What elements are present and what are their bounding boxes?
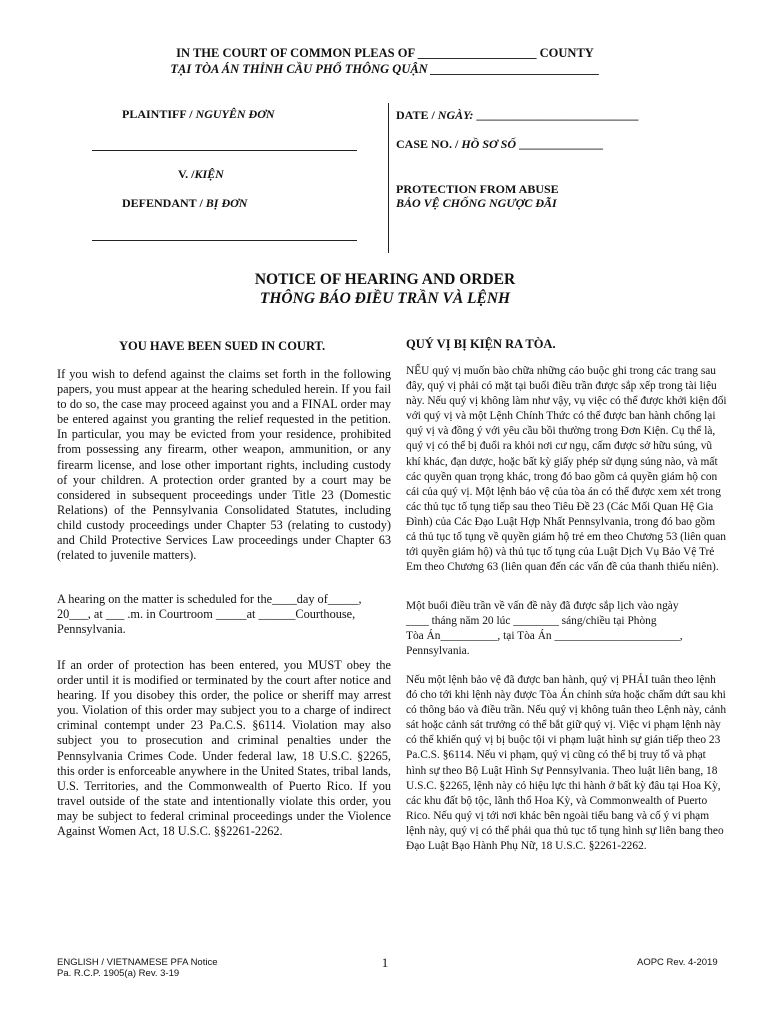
vietnamese-hearing-paragraph: Một buổi điều trần về vấn đề này đã được sắp lịch vào ngày ____ tháng năm 20 lúc ________ sáng/chiều tại Phòng Tòa Án__________, tại Tòa Án ______________________, Pennsylvania. <box>406 600 683 658</box>
case-number-field: CASE NO. / HỒ SƠ SỐ ______________ <box>396 137 604 151</box>
footer-right: AOPC Rev. 4-2019 <box>637 957 718 968</box>
defendant-line <box>92 240 357 241</box>
vietnamese-paragraph-3: Nếu một lệnh bảo vệ đã được ban hành, quý vị PHẢI tuân theo lệnh đó cho tới khi lệnh này được Tòa Án chỉnh sửa hoặc chấm dứt sau khi có thông báo và điều trần. Nếu quý vị không tuân theo Lệnh này, cảnh sát hoặc cảnh sát trưởng có thể bắt giữ quý vị. Việc vi phạm lệnh này có thể khiến quý vị bị buộc tội vi phạm luật hình sự gián tiếp theo 23 Pa.C.S. §6114. Nếu vi phạm, quý vị cũng có thể bị truy tố và phạt hình sự theo Bộ Luật Hình Sự Pennsylvania. Theo luật liên bang, 18 U.S.C. §2265, lệnh này có hiệu lực thi hành ở bất kỳ đâu tại Hoa Kỳ, các khu đất bộ tộc, lãnh thổ Hoa Kỳ, và Commonwealth of Puerto Rico. Nếu quý vị tới nơi khác bên ngoài tiểu bang và cố ý vi phạm lệnh này, quý vị có thể phải qua thủ tục tố tụng hình sự liên bang theo Đạo Luật Bạo Hành Phụ Nữ, 18 U.S.C. §2261-2262. <box>406 674 727 853</box>
plaintiff-label: PLAINTIFF / NGUYÊN ĐƠN <box>122 107 275 121</box>
pfa-label: PROTECTION FROM ABUSE <box>396 182 559 196</box>
english-paragraph-1: If you wish to defend against the claims set forth in the following papers, you must appear at the hearing scheduled herein. If you fail to do so, the case may proceed against you and a FINAL order may be entered against you granting the relief requested in the petition. In particular, you may be evicted from your residence, prohibited from possessing any firearm, other weapon, ammunition, or any firearm license, and lose other important rights, including custody of your children. A protection order granted by a court may be considered in subsequent proceedings under Title 23 (Domestic Relations) of the Pennsylvania Consolidated Statutes, including child custody proceedings under Chapter 53 (relating to custody) and Child Protective Services Law proceedings under Chapter 63 (related to juvenile matters). <box>57 367 391 563</box>
plaintiff-line <box>92 150 357 151</box>
english-heading: YOU HAVE BEEN SUED IN COURT. <box>119 339 326 353</box>
vietnamese-paragraph-1: NẾU quý vị muốn bào chữa những cáo buộc ghi trong các trang sau đây, quý vị phải có mặt tại buổi điều trần được sắp xếp trong tài liệu này. Nếu quý vị không làm như vậy, vụ việc có thể được khởi kiện đối với quý vị và một Lệnh Chính Thức có thể được ban hành chống lại quý vị và đồng ý với yêu cầu bồi thường trong Đơn Kiện. Cụ thể là, quý vị có thể bị đuổi ra khỏi nơi cư ngụ, cấm được sở hữu súng, vũ khí khác, đạn dược, hoặc bất kỳ giấy phép sử dụng súng nào, và mất các quyền quan trọng khác, trong đó bao gồm cả quyền giám hộ con cái của quý vị. Một lệnh bảo vệ của tòa án có thể được xem xét trong các thủ tục tố tụng tiếp sau theo Tiêu Đề 23 (Các Mối Quan Hệ Gia Đình) của Các Đạo Luật Hợp Nhất Pennsylvania, trong đó bao gồm cả thủ tục tố tụng về quyền giám hộ trẻ em theo Chương 53 (liên quan tới quyền giám hộ) và thủ tục tố tụng của Luật Dịch Vụ Bảo Vệ Trẻ Em theo Chương 63 (liên quan đến các vấn đề của thanh thiếu niên). <box>406 365 727 574</box>
footer-left: ENGLISH / VIETNAMESE PFA Notice Pa. R.C.P. 1905(a) Rev. 3-19 <box>57 957 218 979</box>
page-title-vietnamese: THÔNG BÁO ĐIỀU TRẦN VÀ LỆNH <box>259 290 511 307</box>
page-title: NOTICE OF HEARING AND ORDER <box>254 271 516 288</box>
english-hearing-paragraph: A hearing on the matter is scheduled for the____day of_____, 20___, at ___ .m. in Courtroom _____at ______Courthouse, Pennsylvania. <box>57 592 362 637</box>
page-number: 1 <box>381 955 389 970</box>
english-paragraph-3: If an order of protection has been entered, you MUST obey the order until it is modified or terminated by the court after notice and hearing. If you disobey this order, the police or sheriff may arrest you. Violation of this order may subject you to a charge of indirect criminal contempt under 23 Pa.C.S. §6114. Violation may also subject you to prosecution and criminal penalties under the Pennsylvania Crimes Code. Under federal law, 18 U.S.C. §2265, this order is enforceable anywhere in the United States, tribal lands, U.S. Territories, and the Commonwealth of Puerto Rico. If you travel outside of the state and intentionally violate this order, you may be subject to federal criminal proceedings under the Violence Against Women Act, 18 U.S.C. §§2261-2262. <box>57 658 391 839</box>
defendant-label: DEFENDANT / BỊ ĐƠN <box>122 196 248 210</box>
date-field: DATE / NGÀY: ___________________________ <box>396 108 639 122</box>
vietnamese-heading: QUÝ VỊ BỊ KIỆN RA TÒA. <box>406 337 556 351</box>
versus-label: V. /KIỆN <box>178 167 224 181</box>
court-header-vietnamese: TẠI TÒA ÁN THỈNH CẦU PHỔ THÔNG QUẬN ___________________________ <box>170 62 600 76</box>
court-header: IN THE COURT OF COMMON PLEAS OF ___________________ COUNTY <box>176 46 594 60</box>
caption-divider <box>388 103 389 253</box>
pfa-label-vietnamese: BẢO VỆ CHỐNG NGƯỢC ĐÃI <box>396 196 557 210</box>
